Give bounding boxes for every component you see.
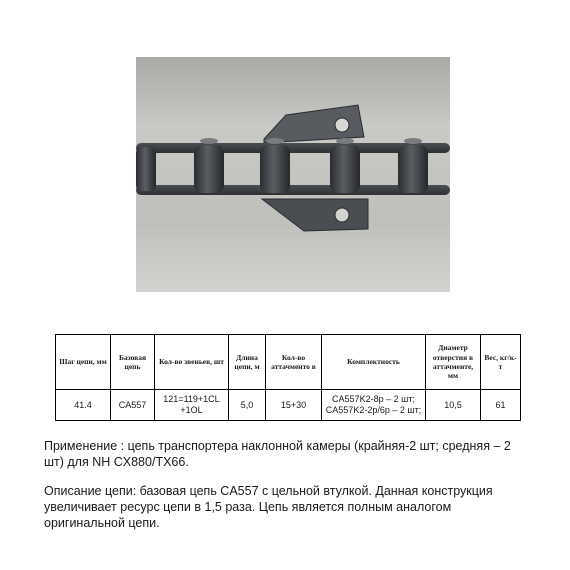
cell-links bbox=[155, 390, 229, 421]
cell-links-line2: +1OL bbox=[180, 405, 203, 415]
cell-attachments: 15+30 bbox=[266, 390, 322, 421]
cell-set-line2: CA557K2-2p/6p – 2 шт; bbox=[325, 405, 422, 415]
header-hole-diameter: Диаметр отверстия в аттачменте, мм bbox=[426, 335, 481, 390]
cell-base-chain: CA557 bbox=[111, 390, 155, 421]
header-base-chain: Базовая цепь bbox=[111, 335, 155, 390]
chain-photo bbox=[136, 57, 450, 292]
spec-table bbox=[55, 334, 521, 421]
header-attachments: Кол-во аттачменто в bbox=[266, 335, 322, 390]
header-length: Длина цепи, м bbox=[229, 335, 266, 390]
cell-links-line1: 121=119+1CL bbox=[163, 394, 220, 405]
chain-illustration bbox=[136, 57, 450, 292]
header-links: Кол-во звеньев, шт bbox=[155, 335, 229, 390]
cell-set-line1: CA557K2-8p – 2 шт; bbox=[332, 394, 415, 405]
cell-set bbox=[322, 390, 426, 421]
header-weight: Вес, кг/к-т bbox=[481, 335, 521, 390]
description-paragraph: Описание цепи: базовая цепь CA557 с цельной втулкой. Данная конструкция увеличивает ресурс цепи в 1,5 раза. Цепь является полным аналогом оригинальной цепи. bbox=[44, 484, 493, 530]
cell-length: 5,0 bbox=[229, 390, 266, 421]
header-pitch: Шаг цепи, мм bbox=[56, 335, 111, 390]
table-row bbox=[56, 390, 521, 421]
cell-pitch: 41.4 bbox=[56, 390, 111, 421]
table-header-row bbox=[56, 335, 521, 390]
cell-weight: 61 bbox=[481, 390, 521, 421]
cell-hole-diameter: 10,5 bbox=[426, 390, 481, 421]
header-set: Комплектность bbox=[322, 335, 426, 390]
application-paragraph: Применение : цепь транспортера наклонной камеры (крайняя-2 шт; средняя – 2 шт) для NH CX880/TX66. bbox=[44, 439, 511, 469]
